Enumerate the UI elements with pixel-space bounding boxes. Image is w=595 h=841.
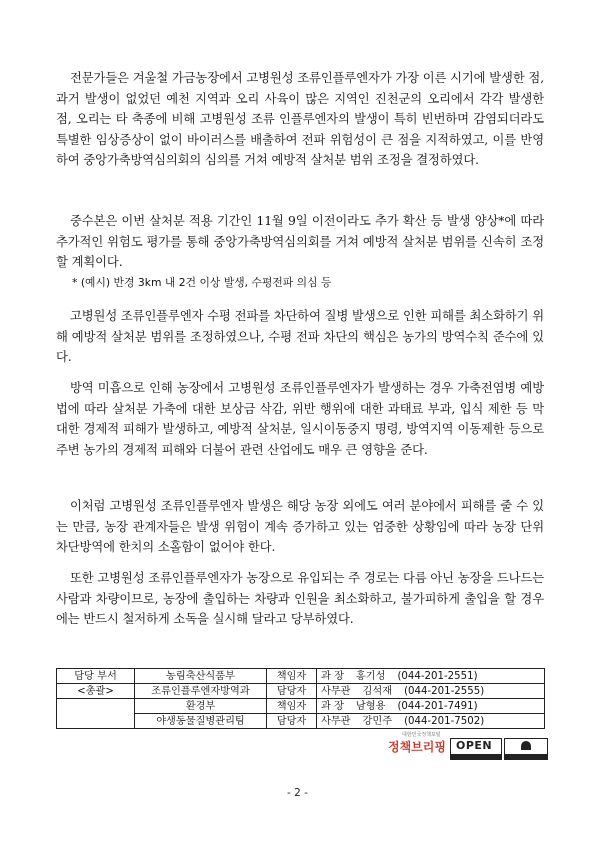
department-sub-header: <총괄>	[57, 684, 135, 699]
paragraph-expert-opinion-text: 전문가들은 겨울철 가금농장에서 고병원성 조류인플루엔자가 가장 이른 시기에 발생한 점, 과거 발생이 없었던 예천 지역과 오리 사육이 많은 지역인 진천군의 오리에서 각각 발생한 점, 오리는 타 축종에 비해 고병원성 조류 인플루엔자의 발생이 특히 빈번하며 감염되더라도 특별한 임상증상이 없이 바이러스를 배출하여 전파 위험성이 큰 점을 지적하였고, 이를 반영하여 중앙가축방역심의회의 심의를 거쳐 예방적 살처분 범위 조정을 결정하였다.	[56, 71, 544, 167]
contact-name: 남형용	[355, 700, 386, 712]
contact-phone: (044-201-7491)	[397, 700, 478, 712]
paragraph-adjustment-plan	[56, 211, 544, 273]
paragraph-farm-vigilance	[56, 496, 544, 558]
footer-logos	[388, 732, 548, 760]
department-header: 담당 부서	[57, 669, 135, 684]
contact-title: 사무관	[321, 715, 351, 727]
contact-detail	[317, 699, 545, 714]
open-license-strip	[451, 754, 501, 759]
footnote: * (예시) 반경 3km 내 2건 이상 발생, 수평전파 의심 등	[72, 276, 332, 289]
paragraph-economic-damage-text: 방역 미흡으로 인해 농장에서 고병원성 조류인플루엔자가 발생하는 경우 가축전염병 예방법에 따라 살처분 가축에 대한 보상금 삭감, 위반 행위에 대한 과태료 부과, 입식 제한 등 막대한 경제적 피해가 발생하고, 예방적 살처분, 일시이동중지 명령, 방역지역 이동제한 등으로 주변 농가의 경제적 피해와 더불어 관련 산업에도 매우 큰 영향을 준다.	[56, 381, 544, 457]
contact-title: 사무관	[321, 685, 351, 697]
contact-row	[57, 699, 545, 714]
contact-role: 담당자	[267, 684, 317, 699]
contact-row	[57, 669, 545, 684]
contact-dept: 조류인플루엔자방역과	[135, 684, 267, 699]
contact-detail	[317, 684, 545, 699]
contact-name: 홍기성	[355, 670, 386, 682]
contact-dept: 야생동물질병관리팀	[135, 714, 267, 729]
policy-briefing-text: 정책브리핑	[388, 740, 446, 754]
contact-table	[56, 668, 545, 729]
paragraph-adjustment-plan-text: 중수본은 이번 살처분 적용 기간인 11월 9일 이전이라도 추가 확산 등 발생 양상*에 따라 추가적인 위험도 평가를 통해 중앙가축방역심의회를 거쳐 예방적 살처분 범위를 신속히 조정할 계획이다.	[56, 214, 544, 269]
contact-role: 담당자	[267, 714, 317, 729]
contact-detail	[317, 669, 545, 684]
attribution-strip	[505, 754, 547, 759]
contact-name: 강민주	[362, 715, 393, 727]
page-number: - 2 -	[287, 787, 308, 799]
department-blank-cell	[57, 699, 135, 729]
contact-title: 과 장	[321, 700, 344, 712]
contact-role: 책임자	[267, 669, 317, 684]
open-license-text: OPEN	[456, 739, 493, 752]
contact-phone: (044-201-2551)	[397, 670, 478, 682]
paragraph-disinfection-request	[56, 568, 544, 630]
contact-phone: (044-201-7502)	[404, 715, 485, 727]
paragraph-core-principle	[56, 306, 544, 368]
policy-briefing-logo	[388, 732, 446, 755]
paragraph-disinfection-request-text: 또한 고병원성 조류인플루엔자가 농장으로 유입되는 주 경로는 다름 아닌 농장을 드나드는 사람과 차량이므로, 농장에 출입하는 차량과 인원을 최소화하고, 불가피하게 출입을 할 경우에는 반드시 철저하게 소독을 실시해 달라고 당부하였다.	[56, 571, 544, 626]
paragraph-economic-damage	[56, 378, 544, 460]
contact-row	[57, 684, 545, 699]
contact-title: 과 장	[321, 670, 344, 682]
person-icon	[521, 741, 531, 750]
contact-detail	[317, 714, 545, 729]
contact-dept: 농림축산식품부	[135, 669, 267, 684]
paragraph-core-principle-text: 고병원성 조류인플루엔자 수평 전파를 차단하여 질병 발생으로 인한 피해를 최소화하기 위해 예방적 살처분 범위를 조정하였으나, 수평 전파 차단의 핵심은 농가의 방역수칙 준수에 있다.	[56, 309, 544, 364]
paragraph-expert-opinion	[56, 68, 544, 171]
paragraph-farm-vigilance-text: 이처럼 고병원성 조류인플루엔자 발생은 해당 농장 외에도 여러 분야에서 피해를 줄 수 있는 만큼, 농장 관계자들은 발생 위험이 계속 증가하고 있는 엄중한 상황임에 따라 농장 단위 차단방역에 한치의 소홀함이 없어야 한다.	[56, 499, 544, 554]
attribution-icon	[504, 738, 548, 760]
contact-name: 김석재	[362, 685, 393, 697]
contact-dept: 환경부	[135, 699, 267, 714]
open-license-logo	[450, 738, 502, 760]
contact-phone: (044-201-2555)	[404, 685, 485, 697]
policy-portal-caption: 대한민국정책포털	[402, 732, 441, 738]
contact-role: 책임자	[267, 699, 317, 714]
